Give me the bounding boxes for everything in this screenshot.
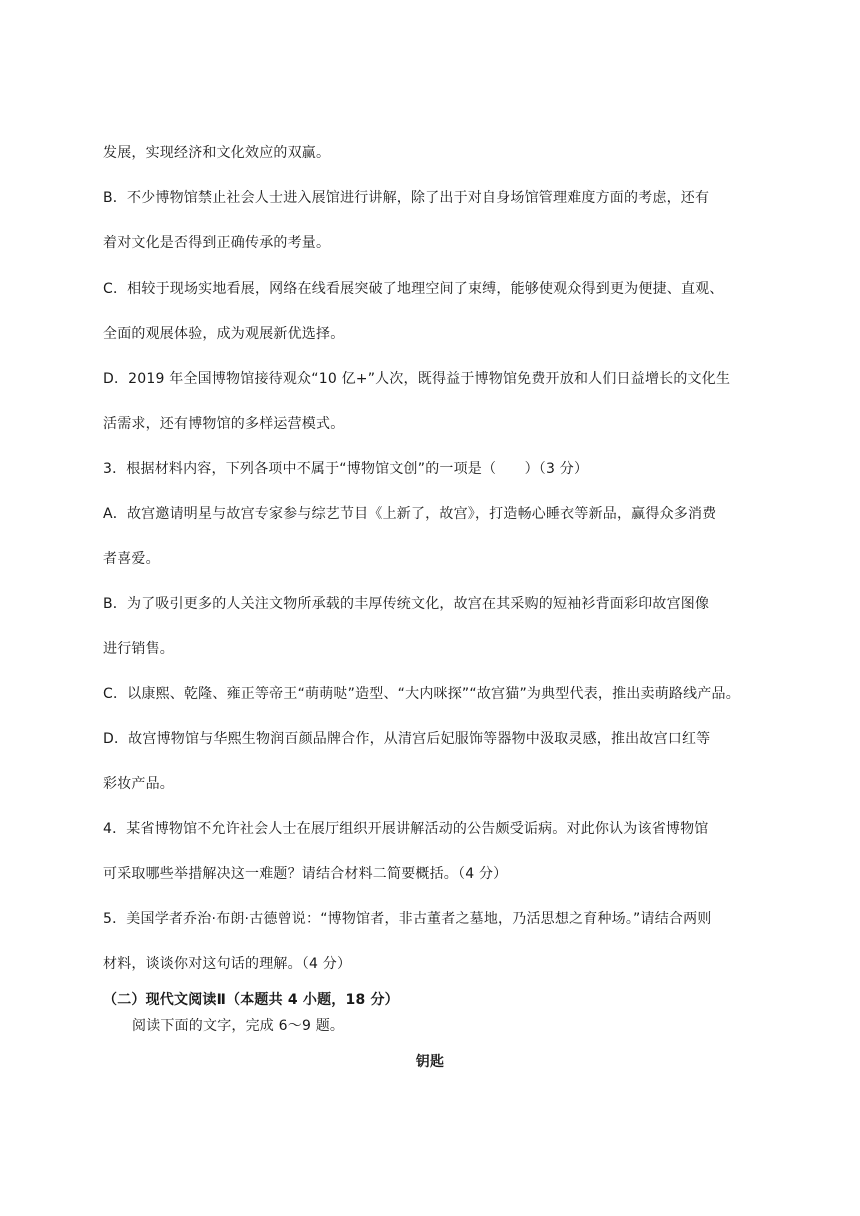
text-line: B．为了吸引更多的人关注文物所承载的丰厚传统文化，故宫在其采购的短袖衫背面彩印故宫图像: [103, 596, 710, 612]
question-3: 3．根据材料内容，下列各项中不属于“博物馆文创”的一项是（ ）（3 分）: [103, 461, 589, 477]
text-line: 活需求，还有博物馆的多样运营模式。: [103, 416, 345, 432]
text-line: 全面的观展体验，成为观展新优选择。: [103, 326, 345, 342]
text-line: A．故宫邀请明星与故宫专家参与综艺节目《上新了，故宫》，打造畅心睡衣等新品，赢得众多消费: [103, 506, 717, 522]
text-line: 发展，实现经济和文化效应的双赢。: [103, 145, 331, 161]
text-line: B．不少博物馆禁止社会人士进入展馆进行讲解，除了出于对自身场馆管理难度方面的考虑，还有: [103, 190, 710, 206]
text-line: 材料，谈谈你对这句话的理解。（4 分）: [103, 956, 352, 972]
text-line: 可采取哪些举措解决这一难题？请结合材料二简要概括。（4 分）: [103, 866, 508, 882]
question-4: 4．某省博物馆不允许社会人士在展厅组织开展讲解活动的公告颇受诟病。对此你认为该省博物馆: [103, 821, 709, 837]
text-line: 进行销售。: [103, 641, 174, 657]
text-line: D．故宫博物馆与华熙生物润百颜品牌合作，从清宫后妃服饰等器物中汲取灵感，推出故宫口红等: [103, 731, 711, 747]
question-5: 5．美国学者乔治·布朗·古德曾说：“博物馆者，非古董者之墓地，乃活思想之育种场。”请结合两则: [103, 911, 712, 927]
reading-instruction: 阅读下面的文字，完成 6～9 题。: [132, 1018, 345, 1034]
section-heading: （二）现代文阅读Ⅱ（本题共 4 小题，18 分）: [103, 992, 399, 1008]
text-line: 着对文化是否得到正确传承的考量。: [103, 235, 331, 251]
text-line: 彩妆产品。: [103, 776, 174, 792]
text-line: C．相较于现场实地看展，网络在线看展突破了地理空间了束缚，能够使观众得到更为便捷、直观、: [103, 281, 724, 297]
text-line: D．2019 年全国博物馆接待观众“10 亿+”人次，既得益于博物馆免费开放和人们日益增长的文化生: [103, 371, 731, 387]
text-line: 者喜爱。: [103, 551, 160, 567]
article-title: 钥匙: [415, 1054, 445, 1070]
text-line: C．以康熙、乾隆、雍正等帝王“萌萌哒”造型、“大内咪探”“故宫猫”为典型代表，推出卖萌路线产品。: [103, 686, 740, 702]
